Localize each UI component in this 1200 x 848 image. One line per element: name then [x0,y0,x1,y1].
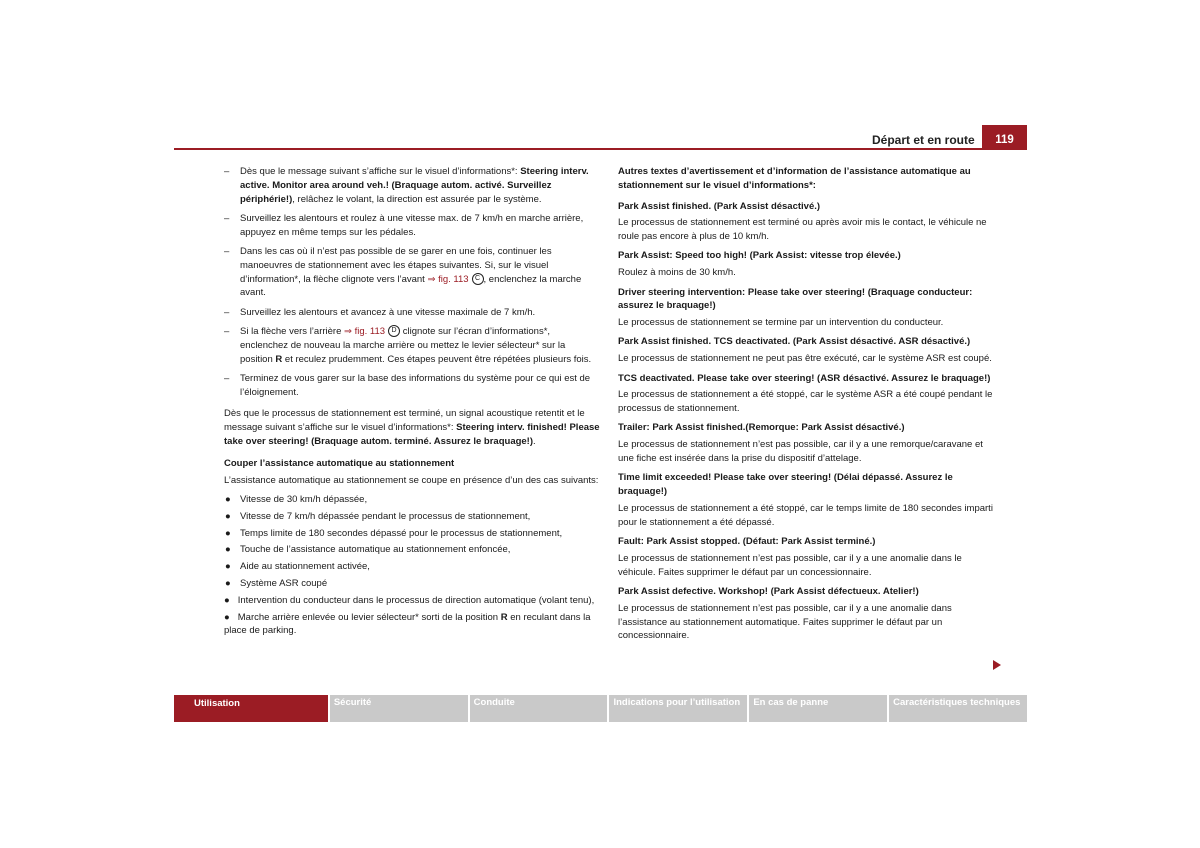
bullet-icon: ● [225,493,231,505]
tab-conduite[interactable]: Conduite [470,695,608,722]
tab-utilisation[interactable]: Utilisation [174,695,328,722]
completion-paragraph: Dès que le processus de stationnement est terminé, un signal acoustique retentit et le message suivant s’affiche sur le visuel d’informations*: Steering interv. finished! Please take over steering! (Braquage autom. terminé. Assurez le braquage!). [224,408,600,448]
bullet-icon: ● [225,544,231,556]
list-item: ● Vitesse de 7 km/h dépassée pendant le processus de stationnement, [225,510,531,522]
message-title: Park Assist defective. Workshop! (Park Assist défectueux. Atelier!) [618,585,919,597]
message-title: Park Assist finished. (Park Assist désactivé.) [618,200,821,212]
left-column [224,165,600,641]
continue-arrow-icon [993,660,1001,670]
step-4: – Surveillez les alentours et avancez à une vitesse maximale de 7 km/h. [224,306,600,320]
callout-c: C [472,273,484,285]
tab-indications[interactable]: Indications pour l’utilisation [609,695,747,722]
list-item: ● Intervention du conducteur dans le processus de direction automatique (volant tenu), [224,594,595,606]
message-title: TCS deactivated. Please take over steering! (ASR désactivé. Assurez le braquage!) [618,372,991,384]
list-item: ● Aide au stationnement activée, [225,561,370,573]
step-1: – Dès que le message suivant s’affiche sur le visuel d’informations*: Steering interv. active. Monitor area around veh.! (Braquage autom. activé. Surveillez périphérie!), relâchez le volant, la direction est assurée par le système. [224,165,600,206]
bullet-icon: ● [225,561,231,573]
message-body: Le processus de stationnement a été stoppé, car le temps limite de 180 secondes imparti pour le stationnement a été dépassé. [618,502,993,528]
list-item: ● Temps limite de 180 secondes dépassé pour le processus de stationnement, [225,527,563,539]
callout-d: D [388,325,400,337]
messages-intro-heading: Autres textes d’avertissement et d’information de l’assistance automatique au stationnement sur le visuel d’informations*: [618,166,971,191]
message-title: Park Assist finished. TCS deactivated. (Park Assist désactivé. ASR désactivé.) [618,336,971,348]
step-5: – Si la flèche vers l’arrière ⇒ fig. 113 D clignote sur l’écran d’informations*, enclenchez de nouveau la marche arrière ou mettez le levier sélecteur* sur la position R et reculez prudemment. Ces étapes peuvent être répétées plusieurs fois. [224,325,600,366]
tab-securite[interactable]: Sécurité [330,695,468,722]
right-column [618,165,993,649]
bullet-icon: ● [224,611,230,623]
figure-reference-link[interactable]: ⇒ fig. 113 [344,325,386,337]
tab-en-cas-de-panne[interactable]: En cas de panne [749,695,887,722]
bullet-icon: ● [225,527,231,539]
step-6: – Terminez de vous garer sur la base des informations du système pour ce qui est de l’éloignement. [224,372,600,400]
list-item: ● Marche arrière enlevée ou levier sélecteur* sorti de la position R en reculant dans la place de parking. [224,611,591,637]
message-body: Le processus de stationnement n’est pas possible, car il y a une remorque/caravane et une fiche est insérée dans la prise du dispositif d’attelage. [618,439,983,465]
message-body: Le processus de stationnement a été stoppé, car le système ASR a été coupé pendant le processus de stationnement. [618,389,993,415]
step-3: – Dans les cas où il n’est pas possible de se garer en une fois, continuer les manoeuvres de stationnement avec les étapes suivantes. Si, sur le visuel d’information*, la flèche clignote vers l’avant ⇒ fig. 113 C , enclenchez la marche avant. [224,245,600,300]
message-body: Le processus de stationnement se termine par un intervention du conducteur. [618,317,944,329]
message-title: Time limit exceeded! Please take over steering! (Délai dépassé. Assurez le braquage!) [618,472,953,498]
bullet-icon: ● [224,594,230,606]
page-number: 119 [982,125,1027,149]
message-body: Le processus de stationnement ne peut pas être exécuté, car le système ASR est coupé. [618,353,992,365]
message-title: Fault: Park Assist stopped. (Défaut: Park Assist terminé.) [618,536,876,548]
tab-caracteristiques[interactable]: Caractéristiques techniques [889,695,1027,722]
step-2: – Surveillez les alentours et roulez à une vitesse max. de 7 km/h en marche arrière, appuyez en même temps sur les pédales. [224,212,600,240]
message-body: Roulez à moins de 30 km/h. [618,267,736,279]
list-item: ● Système ASR coupé [225,577,328,589]
message-title: Trailer: Park Assist finished.(Remorque: Park Assist désactivé.) [618,422,905,434]
bullet-icon: ● [225,510,231,522]
message-title: Driver steering intervention: Please take over steering! (Braquage conducteur: assurez le braquage!) [618,286,973,312]
cut-intro: L’assistance automatique au stationnement se coupe en présence d’un des cas suivants: [224,474,599,486]
bullet-icon: ● [225,577,231,589]
section-title: Départ et en route [872,133,975,147]
cut-heading: Couper l’assistance automatique au stationnement [224,457,455,469]
header-rule [174,148,1027,150]
message-title: Park Assist: Speed too high! (Park Assist: vitesse trop élevée.) [618,250,901,262]
figure-reference-link[interactable]: ⇒ fig. 113 [427,273,469,285]
message-body: Le processus de stationnement n’est pas possible, car il y a une anomalie dans l’assistance au stationnement automatique. Faites supprimer le défaut par un concessionnaire. [618,602,952,642]
message-body: Le processus de stationnement n’est pas possible, car il y a une anomalie dans le véhicule. Faites supprimer le défaut par un concessionnaire. [618,552,962,578]
list-item: ● Touche de l’assistance automatique au stationnement enfoncée, [225,544,511,556]
list-item: ● Vitesse de 30 km/h dépassée, [225,493,368,505]
message-body: Le processus de stationnement est terminé ou après avoir mis le contact, le véhicule ne roule pas encore à plus de 10 km/h. [618,217,987,243]
footer-nav [174,695,1027,722]
